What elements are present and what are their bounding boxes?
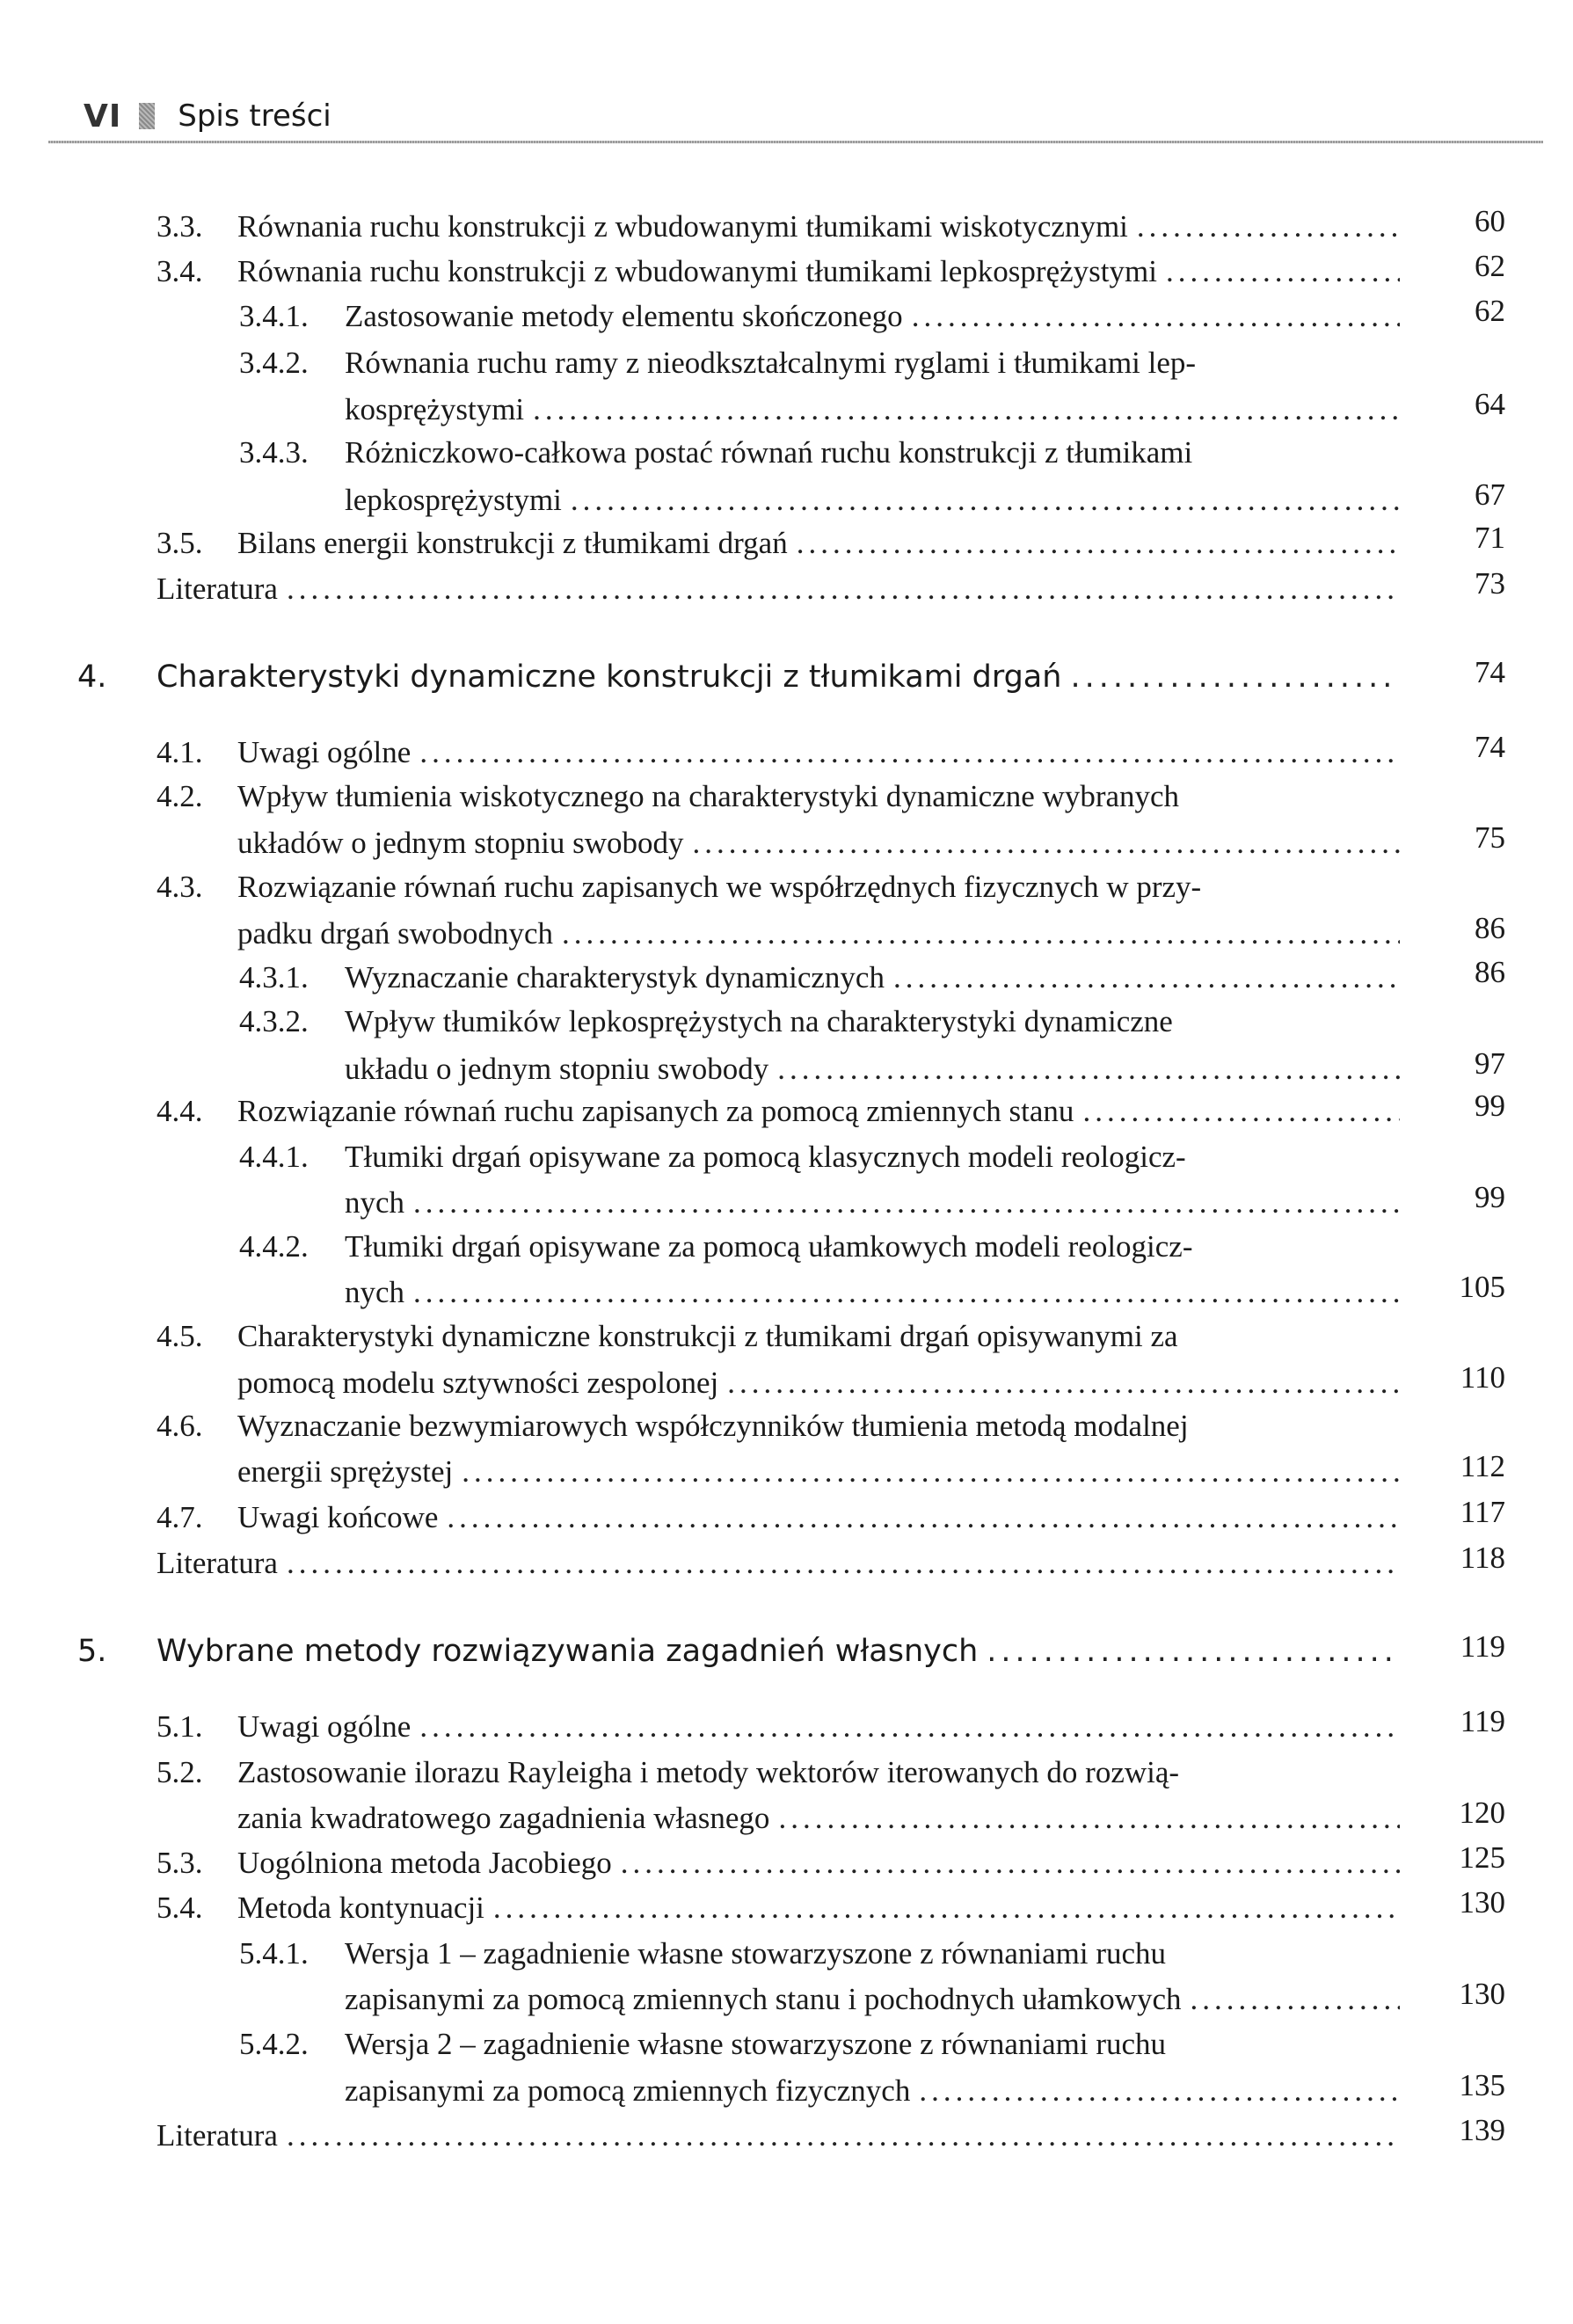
dot-leader — [462, 1449, 1400, 1494]
toc-entry-title: zania kwadratowego zagadnienia własnego — [237, 1801, 770, 1835]
toc-entry-number: 4. — [77, 659, 107, 695]
toc-entry-row[interactable] — [0, 1977, 1573, 2022]
toc-entry-number: 4.1. — [157, 735, 203, 769]
toc-entry-row[interactable] — [0, 387, 1573, 432]
dot-leader — [562, 911, 1400, 956]
toc-entry-title: kosprężystymi — [345, 392, 525, 426]
toc-page-number: 62 — [1475, 249, 1505, 283]
dot-leader — [419, 1704, 1400, 1749]
toc-entry-title: Wpływ tłumienia wiskotycznego na charakterystyki dynamiczne wybranych — [237, 779, 1180, 813]
toc-entry-title: lepkosprężystymi — [345, 483, 562, 517]
toc-entry-row[interactable] — [0, 1360, 1573, 1405]
toc-entry-number: 4.5. — [157, 1319, 203, 1353]
dot-leader — [287, 1541, 1400, 1585]
toc-entry-row[interactable] — [0, 1704, 1573, 1749]
page-number: VI — [84, 98, 122, 135]
toc-entry-row[interactable] — [0, 1449, 1573, 1494]
toc-entry-row[interactable] — [0, 1270, 1573, 1315]
dot-leader — [621, 1840, 1400, 1885]
toc-entry-number: 4.4. — [157, 1094, 203, 1128]
dot-leader — [571, 477, 1400, 522]
dot-leader — [1166, 249, 1400, 294]
toc-entry-row[interactable] — [0, 774, 1573, 819]
toc-entry-number: 3.5. — [157, 526, 203, 560]
toc-entry-title: Literatura — [157, 1546, 278, 1580]
toc-page-number: 117 — [1460, 1495, 1505, 1529]
toc-entry-title: Wyznaczanie charakterystyk dynamicznych — [345, 960, 885, 994]
toc-entry-title: Równania ruchu konstrukcji z wbudowanymi tłumikami wiskotycznymi — [237, 209, 1128, 244]
toc-chapter-row[interactable] — [0, 1629, 1573, 1674]
dot-leader — [692, 820, 1400, 865]
toc-entry-row[interactable] — [0, 1046, 1573, 1091]
toc-entry-title: Uogólniona metoda Jacobiego — [237, 1846, 612, 1880]
toc-entry-title: nych — [345, 1185, 405, 1220]
toc-page-number: 73 — [1475, 566, 1505, 601]
toc-entry-title: Wyznaczanie bezwymiarowych współczynników tłumienia metodą modalnej — [237, 1409, 1189, 1443]
toc-page-number: 64 — [1475, 387, 1505, 421]
toc-entry-row[interactable] — [0, 911, 1573, 956]
toc-entry-title: Literatura — [157, 572, 278, 606]
toc-chapter-row[interactable] — [0, 655, 1573, 700]
toc-entry-number: 3.4.1. — [239, 299, 309, 333]
dot-leader — [413, 1270, 1400, 1315]
toc-entry-number: 5.2. — [157, 1755, 203, 1789]
toc-entry-title: Charakterystyki dynamiczne konstrukcji z tłumikami drgań — [157, 659, 1062, 695]
dot-leader — [912, 294, 1400, 339]
toc-page-number: 86 — [1475, 911, 1505, 945]
toc-page-number: 99 — [1475, 1180, 1505, 1214]
toc-page-number: 60 — [1475, 204, 1505, 238]
toc-entry-number: 4.4.2. — [239, 1229, 309, 1264]
dot-leader — [893, 955, 1400, 1000]
toc-entry-number: 5.4.1. — [239, 1936, 309, 1971]
toc-entry-title: Uwagi ogólne — [237, 1709, 411, 1744]
toc-page-number: 74 — [1475, 655, 1505, 689]
toc-entry-row[interactable] — [0, 2113, 1573, 2158]
toc-entry-number: 5.3. — [157, 1846, 203, 1880]
toc-entry-row[interactable] — [0, 1931, 1573, 1976]
dot-leader — [1137, 204, 1400, 249]
toc-page-number: 119 — [1460, 1704, 1505, 1738]
dot-leader — [797, 521, 1400, 565]
dot-leader — [987, 1629, 1400, 1674]
toc-page-number: 125 — [1459, 1840, 1505, 1875]
toc-entry-title: Metoda kontynuacji — [237, 1891, 484, 1925]
toc-entry-row[interactable] — [0, 1314, 1573, 1359]
toc-page-number: 112 — [1460, 1449, 1505, 1483]
toc-entry-number: 3.3. — [157, 209, 203, 244]
toc-entry-row[interactable] — [0, 864, 1573, 909]
toc-page-number: 86 — [1475, 955, 1505, 989]
toc-entry-title: Różniczkowo-całkowa postać równań ruchu konstrukcji z tłumikami — [345, 435, 1193, 470]
toc-entry-title: Równania ruchu konstrukcji z wbudowanymi tłumikami lepkosprężystymi — [237, 254, 1157, 288]
toc-entry-row[interactable] — [0, 1796, 1573, 1840]
toc-entry-title: Wybrane metody rozwiązywania zagadnień własnych — [157, 1634, 979, 1669]
toc-entry-row[interactable] — [0, 1134, 1573, 1179]
toc-entry-title: układu o jednym stopniu swobody — [345, 1052, 769, 1086]
dot-leader — [447, 1495, 1400, 1540]
toc-entry-row[interactable] — [0, 566, 1573, 611]
toc-entry-row[interactable] — [0, 2068, 1573, 2113]
toc-entry-row[interactable] — [0, 730, 1573, 775]
toc-entry-title: zapisanymi za pomocą zmiennych fizycznych — [345, 2073, 911, 2108]
dot-leader — [777, 1046, 1400, 1091]
toc-entry-number: 4.7. — [157, 1500, 203, 1534]
toc-entry-row[interactable] — [0, 521, 1573, 565]
toc-entry-row[interactable] — [0, 1750, 1573, 1795]
toc-entry-row[interactable] — [0, 820, 1573, 865]
toc-entry-row[interactable] — [0, 430, 1573, 475]
toc-entry-title: Zastosowanie metody elementu skończonego — [345, 299, 903, 333]
toc-entry-row[interactable] — [0, 2022, 1573, 2066]
toc-entry-number: 4.3. — [157, 870, 203, 904]
toc-entry-title: Wpływ tłumików lepkosprężystych na charakterystyki dynamiczne — [345, 1004, 1173, 1038]
dot-leader — [287, 566, 1400, 611]
dot-leader — [1082, 1089, 1400, 1133]
toc-page-number: 99 — [1475, 1089, 1505, 1123]
toc-entry-number: 5. — [77, 1634, 107, 1669]
toc-entry-row[interactable] — [0, 1403, 1573, 1448]
toc-entry-number: 5.1. — [157, 1709, 203, 1744]
toc-entry-title: zapisanymi za pomocą zmiennych stanu i pochodnych ułamkowych — [345, 1982, 1182, 2016]
dot-leader — [727, 1360, 1400, 1405]
toc-page-number: 130 — [1459, 1885, 1505, 1920]
toc-page-number: 139 — [1459, 2113, 1505, 2147]
dot-leader — [413, 1180, 1400, 1225]
toc-entry-row[interactable] — [0, 1840, 1573, 1885]
toc-entry-title: Rozwiązanie równań ruchu zapisanych we współrzędnych fizycznych w przy- — [237, 870, 1202, 904]
toc-entry-number: 4.3.2. — [239, 1004, 309, 1038]
toc-entry-title: Literatura — [157, 2118, 278, 2153]
toc-entry-title: Zastosowanie ilorazu Rayleigha i metody wektorów iterowanych do rozwią- — [237, 1755, 1180, 1789]
dot-leader — [1070, 655, 1400, 700]
toc-entry-title: Rozwiązanie równań ruchu zapisanych za pomocą zmiennych stanu — [237, 1094, 1074, 1128]
dot-leader — [919, 2068, 1400, 2113]
dot-leader — [287, 2113, 1400, 2158]
toc-entry-title: układów o jednym stopniu swobody — [237, 826, 684, 860]
toc-page-number: 119 — [1460, 1629, 1505, 1664]
toc-entry-number: 4.6. — [157, 1409, 203, 1443]
toc-entry-title: padku drgań swobodnych — [237, 916, 554, 951]
dot-leader — [493, 1885, 1400, 1930]
toc-entry-title: Uwagi końcowe — [237, 1500, 439, 1534]
toc-entry-number: 5.4. — [157, 1891, 203, 1925]
toc-page-number: 62 — [1475, 294, 1505, 328]
dot-leader — [533, 387, 1400, 432]
toc-entry-row[interactable] — [0, 249, 1573, 294]
header-rule — [48, 141, 1543, 143]
toc-entry-title: Tłumiki drgań opisywane za pomocą ułamkowych modeli reologicz- — [345, 1229, 1193, 1264]
toc-page-number: 71 — [1475, 521, 1505, 555]
dot-leader — [778, 1796, 1400, 1840]
toc-entry-row[interactable] — [0, 1224, 1573, 1269]
toc-entry-number: 3.4.2. — [239, 346, 309, 380]
toc-entry-title: Tłumiki drgań opisywane za pomocą klasycznych modeli reologicz- — [345, 1140, 1186, 1174]
dot-leader — [1191, 1977, 1400, 2022]
toc-entry-number: 3.4.3. — [239, 435, 309, 470]
toc-entry-row[interactable] — [0, 1885, 1573, 1930]
toc-entry-title: Charakterystyki dynamiczne konstrukcji z tłumikami drgań opisywanymi za — [237, 1319, 1178, 1353]
toc-entry-number: 4.2. — [157, 779, 203, 813]
toc-entry-title: Bilans energii konstrukcji z tłumikami drgań — [237, 526, 788, 560]
toc-entry-number: 3.4. — [157, 254, 203, 288]
toc-page-number: 75 — [1475, 820, 1505, 855]
toc-entry-row[interactable] — [0, 340, 1573, 385]
toc-entry-title: Uwagi ogólne — [237, 735, 411, 769]
toc-entry-number: 5.4.2. — [239, 2027, 309, 2061]
toc-entry-number: 4.4.1. — [239, 1140, 309, 1174]
toc-page-number: 67 — [1475, 477, 1505, 512]
toc-entry-row[interactable] — [0, 999, 1573, 1044]
page-title: Spis treści — [178, 98, 331, 134]
toc-page-number: 97 — [1475, 1046, 1505, 1081]
toc-page-number: 118 — [1460, 1541, 1505, 1575]
toc-page-number: 74 — [1475, 730, 1505, 764]
toc-entry-title: Wersja 2 – zagadnienie własne stowarzyszone z równaniami ruchu — [345, 2027, 1167, 2061]
toc-page-number: 105 — [1459, 1270, 1505, 1304]
toc-entry-row[interactable] — [0, 1541, 1573, 1585]
toc-entry-title: Równania ruchu ramy z nieodkształcalnymi ryglami i tłumikami lep- — [345, 346, 1197, 380]
toc-entry-title: energii sprężystej — [237, 1454, 454, 1489]
toc-page-number: 130 — [1459, 1977, 1505, 2011]
toc-entry-row[interactable] — [0, 477, 1573, 522]
running-header — [84, 91, 331, 141]
toc-entry-title: nych — [345, 1275, 405, 1309]
header-square-icon — [139, 103, 155, 129]
toc-page-number: 120 — [1459, 1796, 1505, 1830]
dot-leader — [419, 730, 1400, 775]
toc-entry-row[interactable] — [0, 1089, 1573, 1133]
toc-entry-number: 4.3.1. — [239, 960, 309, 994]
toc-page-number: 135 — [1459, 2068, 1505, 2102]
toc-entry-row[interactable] — [0, 1180, 1573, 1225]
toc-entry-row[interactable] — [0, 955, 1573, 1000]
toc-entry-title: Wersja 1 – zagadnienie własne stowarzyszone z równaniami ruchu — [345, 1936, 1167, 1971]
toc-page-number: 110 — [1460, 1360, 1505, 1395]
toc-entry-row[interactable] — [0, 204, 1573, 249]
toc-entry-row[interactable] — [0, 1495, 1573, 1540]
toc-entry-row[interactable] — [0, 294, 1573, 339]
toc-entry-title: pomocą modelu sztywności zespolonej — [237, 1366, 719, 1400]
